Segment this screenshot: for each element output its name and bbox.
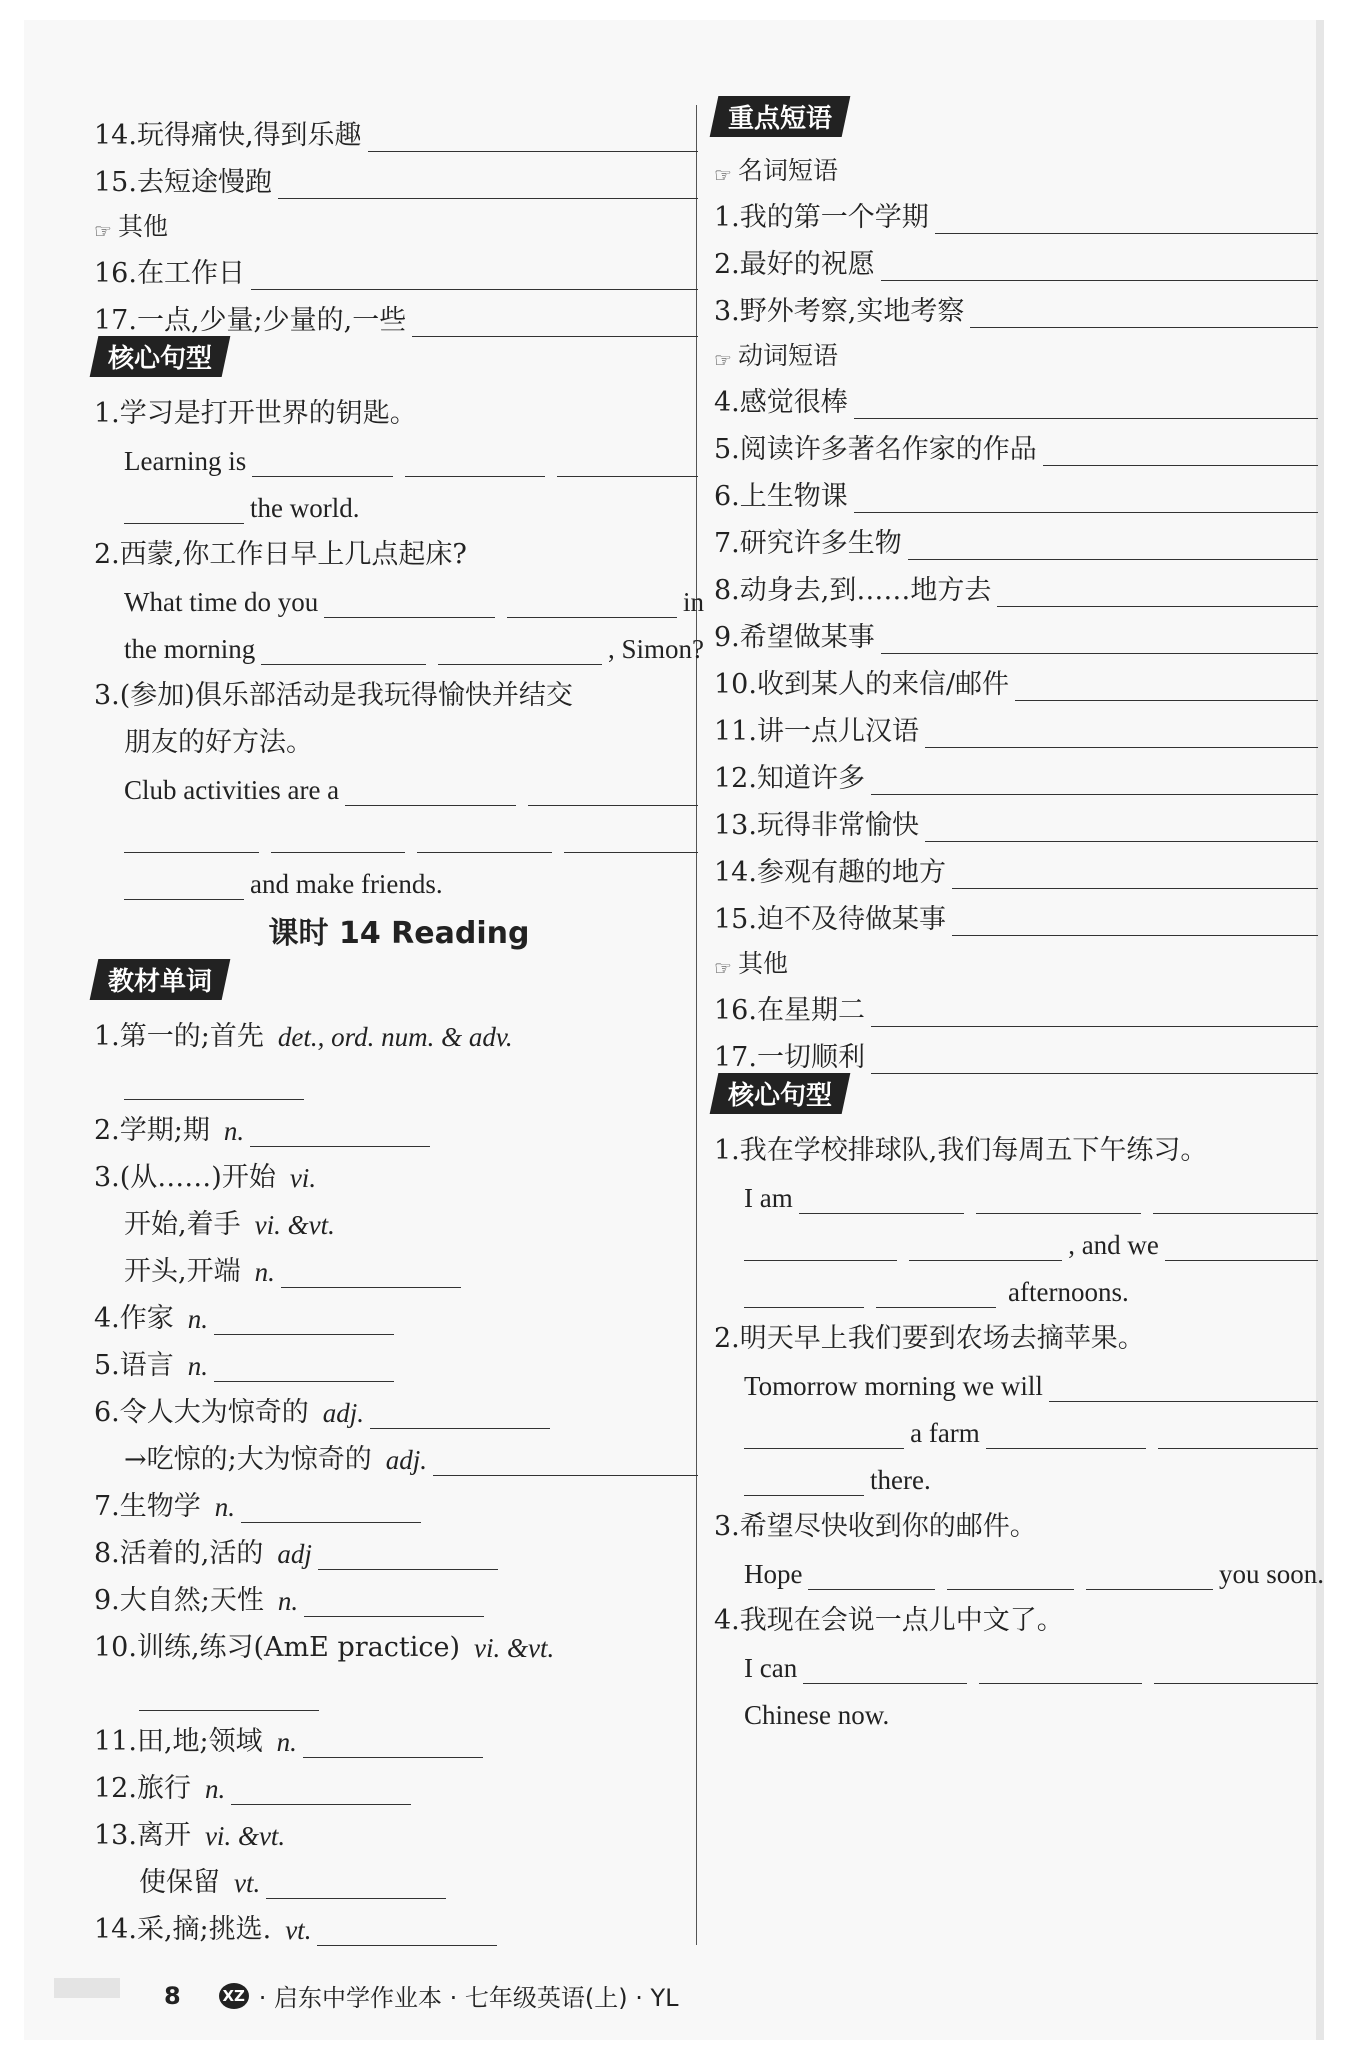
answer-blank[interactable]: [251, 259, 698, 290]
page-footer: [164, 1978, 679, 2013]
answer-blank[interactable]: [345, 775, 515, 806]
answer-blank[interactable]: [881, 250, 1318, 281]
answer-blank[interactable]: [324, 587, 494, 618]
answer-blank[interactable]: [124, 822, 259, 853]
phrase-7: 7. 研究许多生物: [714, 513, 1324, 560]
answer-blank[interactable]: [124, 493, 244, 524]
answer-blank[interactable]: [1154, 1653, 1318, 1684]
answer-blank[interactable]: [925, 811, 1318, 842]
answer-blank[interactable]: [281, 1257, 461, 1288]
answer-blank[interactable]: [564, 822, 699, 853]
vocab-6: 6.令人大为惊奇的 adj.: [94, 1382, 704, 1429]
vocab-14: 14.采,摘;挑选. vt.: [94, 1899, 704, 1946]
section-tag: 核心句型: [90, 336, 231, 377]
answer-blank[interactable]: [1049, 1371, 1318, 1402]
phrase-10: 10. 收到某人的来信/邮件: [714, 654, 1324, 701]
answer-blank[interactable]: [214, 1351, 394, 1382]
noun-phrase-header: ☞ 名词短语: [714, 156, 838, 187]
right-sentence-3-cn: 3.希望尽快收到你的邮件。: [714, 1510, 1037, 1542]
right-sentence-1-en-3: afternoons.: [714, 1261, 1324, 1308]
right-sentence-2-en-3: there.: [714, 1449, 1324, 1496]
vocab-13: 13.离开 vi. &vt.: [94, 1819, 286, 1851]
sentence-1-cn: 1.学习是打开世界的钥匙。: [94, 397, 417, 429]
sentence-3-cn-2: 朋友的好方法。: [124, 726, 313, 758]
answer-blank[interactable]: [231, 1774, 411, 1805]
right-sentence-1-en-2: , and we: [714, 1214, 1324, 1261]
answer-blank[interactable]: [744, 1277, 864, 1308]
phrase-11: 11. 讲一点儿汉语: [714, 701, 1324, 748]
answer-blank[interactable]: [266, 1868, 446, 1899]
pointing-hand-icon: ☞: [714, 163, 732, 187]
answer-blank[interactable]: [808, 1559, 935, 1590]
right-column: [714, 105, 1324, 1731]
answer-blank[interactable]: [241, 1492, 421, 1523]
core-sentence-header-right: [714, 1074, 1324, 1120]
vocab-8: 8.活着的,活的 adj: [94, 1523, 704, 1570]
answer-blank[interactable]: [1015, 670, 1318, 701]
left-item-17: 17. 一点,少量;少量的,一些: [94, 290, 704, 337]
left-column: [94, 105, 704, 1946]
right-sentence-3-en: Hope you soon.: [744, 1558, 1324, 1589]
answer-blank[interactable]: [744, 1465, 864, 1496]
publisher-logo-icon: XZ: [219, 1983, 249, 2009]
answer-blank[interactable]: [318, 1539, 498, 1570]
answer-blank[interactable]: [303, 1727, 483, 1758]
vocab-3c: 开头,开端 n.: [94, 1241, 704, 1288]
vocab-6b: →吃惊的;大为惊奇的 adj.: [94, 1429, 704, 1476]
corner-stamp: [54, 1978, 120, 1998]
answer-blank[interactable]: [744, 1230, 897, 1261]
answer-blank[interactable]: [528, 775, 698, 806]
answer-blank[interactable]: [304, 1586, 484, 1617]
answer-blank[interactable]: [1043, 435, 1318, 466]
vocab-3b: 开始,着手 vi. &vt.: [124, 1208, 335, 1240]
sentence-1-en-2: the world.: [94, 477, 704, 524]
answer-blank[interactable]: [1158, 1418, 1318, 1449]
right-sentence-2-cn: 2.明天早上我们要到农场去摘苹果。: [714, 1322, 1145, 1354]
vocab-7: 7.生物学 n.: [94, 1476, 704, 1523]
core-sentence-header: [94, 337, 704, 383]
answer-blank[interactable]: [271, 822, 406, 853]
vocab-2: 2.学期;期 n.: [94, 1100, 704, 1147]
answer-blank[interactable]: [997, 576, 1318, 607]
phrase-8: 8. 动身去,到……地方去: [714, 560, 1324, 607]
sentence-1-en: Learning is: [94, 430, 704, 477]
answer-blank[interactable]: [871, 764, 1318, 795]
answer-blank[interactable]: [952, 905, 1318, 936]
phrase-5: 5. 阅读许多著名作家的作品: [714, 419, 1324, 466]
other-phrase-header: ☞ 其他: [714, 949, 788, 980]
sentence-2-cn: 2.西蒙,你工作日早上几点起床?: [94, 538, 467, 570]
phrase-17: 17. 一切顺利: [714, 1027, 1324, 1074]
answer-blank[interactable]: [1165, 1230, 1318, 1261]
phrase-14: 14. 参观有趣的地方: [714, 842, 1324, 889]
answer-blank[interactable]: [438, 634, 602, 665]
worksheet-page: [24, 20, 1324, 2040]
answer-blank[interactable]: [417, 822, 552, 853]
answer-blank[interactable]: [909, 1230, 1062, 1261]
vocab-5: 5.语言 n.: [94, 1335, 704, 1382]
answer-blank[interactable]: [370, 1398, 550, 1429]
answer-blank[interactable]: [405, 446, 546, 477]
answer-blank[interactable]: [250, 1116, 430, 1147]
vocab-4: 4.作家 n.: [94, 1288, 704, 1335]
pointing-hand-icon: ☞: [714, 348, 732, 372]
answer-blank[interactable]: [744, 1418, 904, 1449]
sentence-2-en: What time do you in: [124, 586, 705, 617]
right-sentence-4-cn: 4.我现在会说一点儿中文了。: [714, 1604, 1064, 1636]
phrase-6: 6. 上生物课: [714, 466, 1324, 513]
answer-blank[interactable]: [1153, 1183, 1318, 1214]
verb-phrase-header: ☞ 动词短语: [714, 341, 838, 372]
vocab-header: [94, 960, 704, 1006]
answer-blank[interactable]: [803, 1653, 967, 1684]
right-sentence-2-en-2: a farm: [714, 1402, 1324, 1449]
vocab-1: 1.第一的;首先 det., ord. num. & adv.: [94, 1020, 513, 1052]
section-tag: 重点短语: [710, 96, 851, 137]
answer-blank[interactable]: [124, 869, 244, 900]
answer-blank[interactable]: [799, 1183, 964, 1214]
section-tag: 核心句型: [710, 1073, 851, 1114]
pointing-hand-icon: ☞: [714, 956, 732, 980]
answer-blank[interactable]: [935, 203, 1318, 234]
left-other-header: ☞ 其他: [94, 212, 168, 243]
phrase-2: 2. 最好的祝愿: [714, 234, 1324, 281]
answer-blank[interactable]: [970, 297, 1318, 328]
right-sentence-2-en: Tomorrow morning we will: [714, 1355, 1324, 1402]
answer-blank[interactable]: [368, 121, 698, 152]
lesson-title: 课时 14 Reading: [268, 916, 530, 951]
answer-blank[interactable]: [252, 446, 393, 477]
answer-blank[interactable]: [278, 168, 698, 199]
sentence-2-en-2: the morning , Simon?: [124, 633, 704, 664]
answer-blank[interactable]: [871, 996, 1318, 1027]
footer-text: · 启东中学作业本 · 七年级英语(上) · YL: [258, 1984, 679, 2012]
phrase-12: 12. 知道许多: [714, 748, 1324, 795]
answer-blank[interactable]: [908, 529, 1318, 560]
phrase-13: 13. 玩得非常愉快: [714, 795, 1324, 842]
answer-blank[interactable]: [412, 306, 698, 337]
answer-blank[interactable]: [947, 1559, 1074, 1590]
answer-blank[interactable]: [317, 1915, 497, 1946]
sentence-3-en-3: and make friends.: [94, 853, 704, 900]
right-sentence-4-en: I can: [714, 1637, 1324, 1684]
vocab-10: 10.训练,练习(AmE practice) vi. &vt.: [94, 1631, 555, 1663]
answer-blank[interactable]: [871, 1043, 1318, 1074]
answer-blank[interactable]: [1086, 1559, 1213, 1590]
answer-blank[interactable]: [925, 717, 1318, 748]
vocab-13b: 使保留 vt.: [94, 1852, 704, 1899]
answer-blank[interactable]: [854, 482, 1318, 513]
phrase-15: 15. 迫不及待做某事: [714, 889, 1324, 936]
vocab-1-blank: [94, 1053, 704, 1100]
answer-blank[interactable]: [557, 446, 698, 477]
phrase-3: 3. 野外考察,实地考察: [714, 281, 1324, 328]
sentence-3-en-2: [94, 806, 704, 853]
answer-blank[interactable]: [214, 1304, 394, 1335]
left-item-16: 16. 在工作日: [94, 243, 704, 290]
answer-blank[interactable]: [433, 1445, 698, 1476]
phrase-1: 1. 我的第一个学期: [714, 187, 1324, 234]
answer-blank[interactable]: [979, 1653, 1143, 1684]
answer-blank[interactable]: [876, 1277, 996, 1308]
right-sentence-4-en-2: Chinese now.: [744, 1699, 890, 1730]
answer-blank[interactable]: [854, 388, 1318, 419]
answer-blank[interactable]: [881, 623, 1318, 654]
vocab-11: 11.田,地;领域 n.: [94, 1711, 704, 1758]
answer-blank[interactable]: [139, 1680, 319, 1711]
answer-blank[interactable]: [507, 587, 677, 618]
answer-blank[interactable]: [986, 1418, 1146, 1449]
answer-blank[interactable]: [124, 1069, 304, 1100]
sentence-3-en: Club activities are a: [94, 759, 704, 806]
right-sentence-1-en: I am: [714, 1167, 1324, 1214]
answer-blank[interactable]: [261, 634, 425, 665]
section-tag: 教材单词: [90, 959, 231, 1000]
left-item-14: 14. 玩得痛快,得到乐趣: [94, 105, 704, 152]
right-sentence-1-cn: 1.我在学校排球队,我们每周五下午练习。: [714, 1134, 1208, 1166]
vocab-12: 12.旅行 n.: [94, 1758, 704, 1805]
answer-blank[interactable]: [976, 1183, 1141, 1214]
vocab-10-blank: [94, 1664, 704, 1711]
phrase-16: 16. 在星期二: [714, 980, 1324, 1027]
page-number: 8: [164, 1981, 181, 2010]
pointing-hand-icon: ☞: [94, 219, 112, 243]
vocab-3: 3.(从……)开始 vi.: [94, 1161, 317, 1193]
phrase-9: 9. 希望做某事: [714, 607, 1324, 654]
vocab-9: 9.大自然;天性 n.: [94, 1570, 704, 1617]
phrase-4: 4. 感觉很棒: [714, 372, 1324, 419]
left-item-15: 15. 去短途慢跑: [94, 152, 704, 199]
answer-blank[interactable]: [952, 858, 1318, 889]
phrase-header: [714, 97, 1324, 143]
sentence-3-cn: 3.(参加)俱乐部活动是我玩得愉快并结交: [94, 679, 573, 711]
